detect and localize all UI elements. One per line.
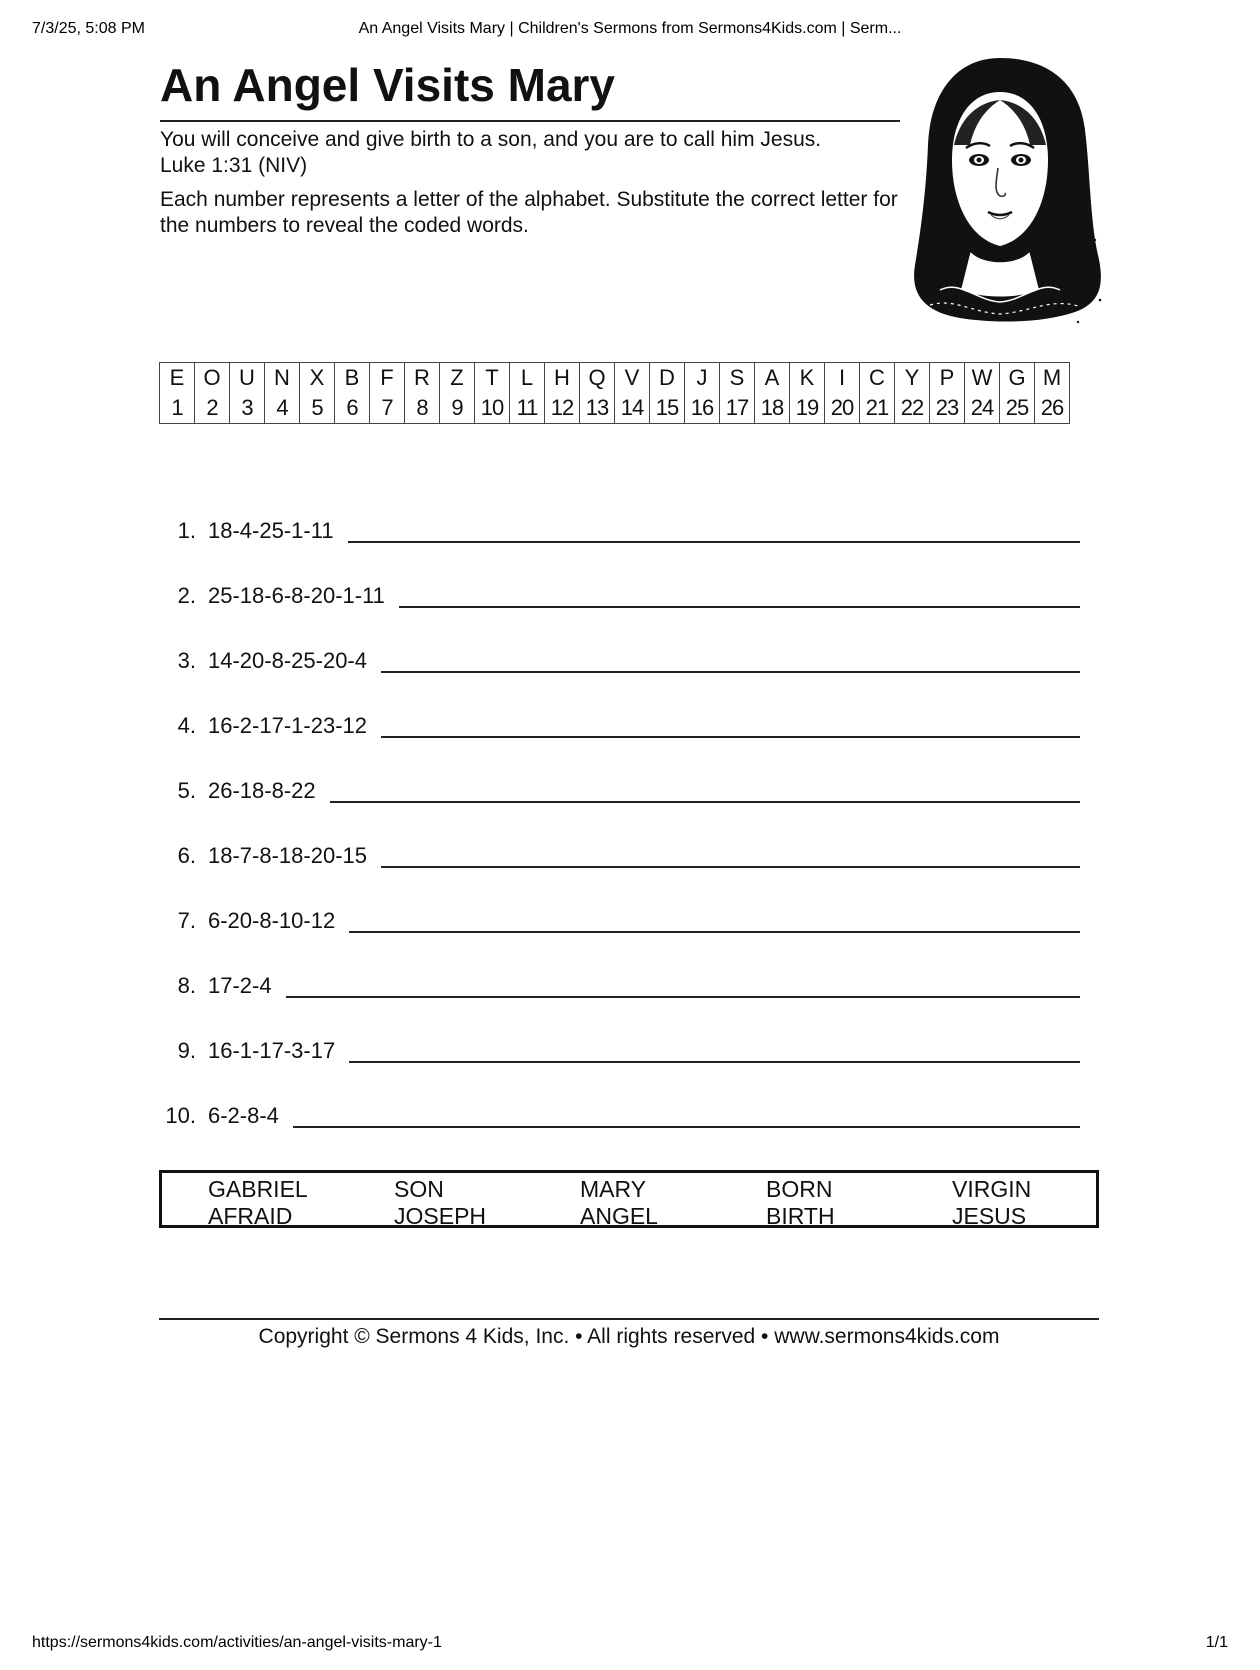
copyright-text: Copyright © Sermons 4 Kids, Inc. • All rights reserved • www.sermons4kids.com bbox=[258, 1325, 1000, 1348]
code-key-number: 22 bbox=[895, 393, 930, 424]
page-title: An Angel Visits Mary bbox=[160, 59, 616, 111]
code-key-number: 16 bbox=[685, 393, 720, 424]
coded-word-item bbox=[160, 1065, 1080, 1130]
mary-portrait-icon bbox=[900, 50, 1110, 330]
answer-line[interactable] bbox=[293, 1108, 1080, 1128]
coded-word-item bbox=[160, 935, 1080, 1000]
answer-line[interactable] bbox=[349, 1043, 1080, 1063]
code-key-number: 7 bbox=[370, 393, 405, 424]
code-key-letter: W bbox=[965, 363, 1000, 394]
code-key-number: 2 bbox=[195, 393, 230, 424]
print-page-count: 1/1 bbox=[1205, 1634, 1228, 1651]
code-key-letter: R bbox=[405, 363, 440, 394]
code-key-number: 10 bbox=[475, 393, 510, 424]
question-number: 9. bbox=[177, 1038, 196, 1063]
print-url[interactable]: https://sermons4kids.com/activities/an-angel-visits-mary-1 bbox=[32, 1634, 442, 1651]
code-key-letter: C bbox=[860, 363, 895, 394]
question-number: 10. bbox=[165, 1103, 196, 1128]
coded-word-item bbox=[160, 675, 1080, 740]
code-key-number: 18 bbox=[755, 393, 790, 424]
code-key-number: 24 bbox=[965, 393, 1000, 424]
code-key-number: 19 bbox=[790, 393, 825, 424]
code-key-letter: F bbox=[370, 363, 405, 394]
question-number: 2. bbox=[177, 583, 196, 608]
code-key-letter: I bbox=[825, 363, 860, 394]
coded-word-item bbox=[160, 610, 1080, 675]
code-key-letter: Q bbox=[580, 363, 615, 394]
instructions: Each number represents a letter of the alphabet. Substitute the correct letter for the numbers to reveal the coded words. bbox=[160, 188, 898, 237]
code-key-letter: N bbox=[265, 363, 300, 394]
code-key-letter: D bbox=[650, 363, 685, 394]
word-bank-grid bbox=[162, 1173, 1096, 1230]
code-key-number: 20 bbox=[825, 393, 860, 424]
scripture-reference: Luke 1:31 (NIV) bbox=[160, 154, 308, 177]
code-key-number: 23 bbox=[930, 393, 965, 424]
coded-number-sequence: 6-2-8-4 bbox=[208, 1103, 279, 1128]
coded-word-item bbox=[160, 870, 1080, 935]
code-key-number: 26 bbox=[1035, 393, 1070, 424]
question-number: 8. bbox=[177, 973, 196, 998]
question-number: 3. bbox=[177, 648, 196, 673]
code-key-letter: S bbox=[720, 363, 755, 394]
coded-number-sequence: 16-1-17-3-17 bbox=[208, 1038, 336, 1063]
code-key-letter: K bbox=[790, 363, 825, 394]
code-key-number: 8 bbox=[405, 393, 440, 424]
word-bank-word: BIRTH bbox=[766, 1203, 835, 1229]
print-datetime: 7/3/25, 5:08 PM bbox=[32, 20, 145, 37]
code-key-letter: X bbox=[300, 363, 335, 394]
answer-line[interactable] bbox=[286, 978, 1080, 998]
coded-number-sequence: 6-20-8-10-12 bbox=[208, 908, 336, 933]
code-key-letter: J bbox=[685, 363, 720, 394]
coded-number-sequence: 17-2-4 bbox=[208, 973, 272, 998]
code-key-number: 13 bbox=[580, 393, 615, 424]
code-key-letter: H bbox=[545, 363, 580, 394]
word-bank bbox=[159, 1170, 1099, 1228]
coded-word-item bbox=[160, 740, 1080, 805]
code-key-number: 17 bbox=[720, 393, 755, 424]
word-bank-word: JOSEPH bbox=[394, 1203, 487, 1229]
coded-number-sequence: 18-7-8-18-20-15 bbox=[208, 843, 367, 868]
answer-line[interactable] bbox=[381, 718, 1080, 738]
word-bank-word: BORN bbox=[766, 1176, 833, 1202]
answer-line[interactable] bbox=[399, 588, 1080, 608]
coded-number-sequence: 25-18-6-8-20-1-11 bbox=[208, 583, 385, 608]
code-key-number: 11 bbox=[510, 393, 545, 424]
code-key-number: 15 bbox=[650, 393, 685, 424]
code-key-letter: G bbox=[1000, 363, 1035, 394]
code-key-letter: B bbox=[335, 363, 370, 394]
answer-line[interactable] bbox=[381, 848, 1080, 868]
word-bank-word: VIRGIN bbox=[952, 1176, 1032, 1202]
word-bank-word: ANGEL bbox=[580, 1203, 658, 1229]
word-bank-word: SON bbox=[394, 1176, 444, 1202]
coded-number-sequence: 26-18-8-22 bbox=[208, 778, 316, 803]
code-key-numbers-row bbox=[160, 393, 1070, 424]
copyright-divider bbox=[159, 1318, 1099, 1320]
coded-word-item bbox=[160, 480, 1080, 545]
answer-line[interactable] bbox=[330, 783, 1080, 803]
code-key-number: 12 bbox=[545, 393, 580, 424]
coded-number-sequence: 16-2-17-1-23-12 bbox=[208, 713, 367, 738]
coded-word-item bbox=[160, 1000, 1080, 1065]
code-key-number: 21 bbox=[860, 393, 895, 424]
alphabet-code-key bbox=[159, 362, 1070, 424]
code-key-letter: O bbox=[195, 363, 230, 394]
code-key-letter: E bbox=[160, 363, 195, 394]
title-divider bbox=[160, 120, 900, 122]
answer-line[interactable] bbox=[348, 523, 1080, 543]
code-key-number: 3 bbox=[230, 393, 265, 424]
coded-word-item bbox=[160, 805, 1080, 870]
code-key-number: 5 bbox=[300, 393, 335, 424]
coded-words-list bbox=[160, 480, 1080, 1130]
code-key-number: 4 bbox=[265, 393, 300, 424]
code-key-number: 14 bbox=[615, 393, 650, 424]
code-key-letter: Y bbox=[895, 363, 930, 394]
word-bank-word: GABRIEL bbox=[208, 1176, 308, 1202]
code-key-letter: V bbox=[615, 363, 650, 394]
question-number: 6. bbox=[177, 843, 196, 868]
question-number: 4. bbox=[177, 713, 196, 738]
coded-number-sequence: 14-20-8-25-20-4 bbox=[208, 648, 367, 673]
code-key-letter: L bbox=[510, 363, 545, 394]
question-number: 1. bbox=[177, 518, 196, 543]
code-key-letter: U bbox=[230, 363, 265, 394]
code-key-letter: A bbox=[755, 363, 790, 394]
word-bank-word: JESUS bbox=[952, 1203, 1027, 1229]
scripture-verse: You will conceive and give birth to a son, and you are to call him Jesus. bbox=[160, 128, 822, 151]
code-key-letter: M bbox=[1035, 363, 1070, 394]
coded-number-sequence: 18-4-25-1-11 bbox=[208, 518, 334, 543]
code-key-number: 9 bbox=[440, 393, 475, 424]
question-number: 7. bbox=[177, 908, 196, 933]
code-key-number: 25 bbox=[1000, 393, 1035, 424]
coded-word-item bbox=[160, 545, 1080, 610]
code-key-letter: T bbox=[475, 363, 510, 394]
code-key-number: 1 bbox=[160, 393, 195, 424]
question-number: 5. bbox=[177, 778, 196, 803]
code-key-number: 6 bbox=[335, 393, 370, 424]
word-bank-word: MARY bbox=[580, 1176, 647, 1202]
code-key-letters-row bbox=[160, 363, 1070, 394]
code-key-letter: P bbox=[930, 363, 965, 394]
print-page-title: An Angel Visits Mary | Children's Sermons from Sermons4Kids.com | Serm... bbox=[358, 20, 902, 37]
answer-line[interactable] bbox=[381, 653, 1080, 673]
code-key-letter: Z bbox=[440, 363, 475, 394]
answer-line[interactable] bbox=[349, 913, 1080, 933]
word-bank-word: AFRAID bbox=[208, 1203, 293, 1229]
